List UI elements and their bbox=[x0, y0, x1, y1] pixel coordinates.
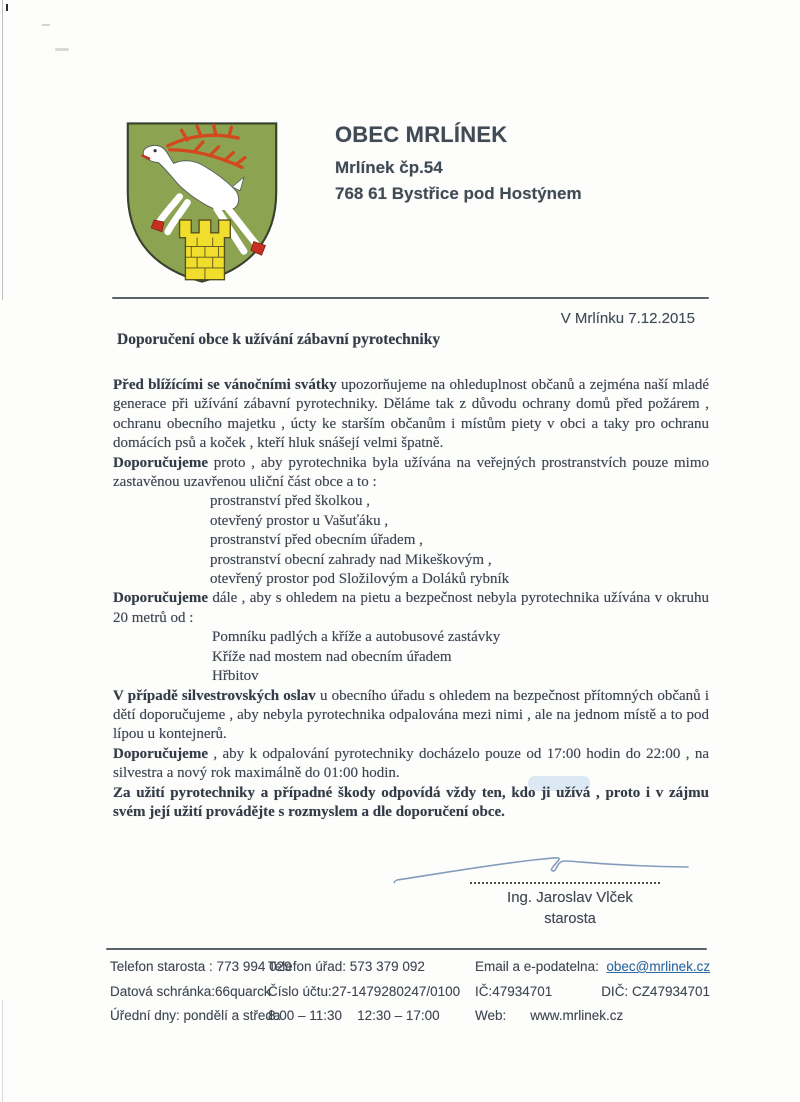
footer-web-row bbox=[475, 1004, 710, 1029]
letter-list-item: prostranství před školkou , bbox=[210, 493, 370, 510]
letter-list-item: prostranství obecní zahrady nad Mikeškovým , bbox=[210, 551, 492, 568]
date-place-line: V Mrlínku 7.12.2015 bbox=[560, 310, 695, 327]
coat-of-arms-icon bbox=[119, 115, 285, 289]
footer-email-row bbox=[475, 955, 710, 980]
footer-column-office bbox=[268, 955, 473, 1029]
scan-smudge-artifact bbox=[55, 48, 69, 51]
office-hours-am: 8:00 – 11:30 bbox=[268, 1008, 343, 1023]
vat-id: DIČ: CZ47934701 bbox=[601, 983, 710, 999]
letter-body bbox=[113, 376, 709, 822]
letter-list-item: otevřený prostor u Vašuťáku , bbox=[210, 512, 389, 529]
footer-phone-office: Telefon úřad: 573 379 092 bbox=[268, 959, 425, 974]
office-hours-pm: 12:30 – 17:00 bbox=[357, 1008, 440, 1023]
email-label: Email a e-podatelna: bbox=[475, 959, 599, 974]
letter-paragraph: Doporučujeme proto , aby pyrotechnika byla užívána na veřejných prostranstvích pouze mimo zastavěnou uzavřenou uliční část obce a to : bbox=[113, 454, 709, 491]
footer-databox: Datová schránka:66quarck bbox=[110, 983, 271, 999]
letter-paragraph: Před blížícími se vánočními svátky upozorňujeme na ohleduplnost občanů a zejména naší mladé generace při užívání zábavní pyrotechniky. Děláme tak z důvodu ochrany domů před požárem , ochranu obecního majetku , úcty ke starším občanům i místům piety v obci a taky pro ochranu domácích psů a koček , kteří hluk snášejí velmi špatně. bbox=[113, 377, 709, 452]
letter-list-item: Pomníku padlých a kříže a autobusové zastávky bbox=[212, 629, 501, 646]
letter-list-item: Kříže nad mostem nad obecním úřadem bbox=[212, 648, 452, 665]
signatory-title: starosta bbox=[544, 911, 596, 927]
company-id: IČ:47934701 bbox=[475, 983, 553, 999]
org-name: OBEC MRLÍNEK bbox=[335, 122, 508, 147]
web-url: www.mrlinek.cz bbox=[530, 1008, 624, 1023]
letter-list-item: prostranství před obecním úřadem , bbox=[210, 532, 423, 549]
letterhead bbox=[335, 122, 582, 207]
scan-smudge-artifact bbox=[42, 24, 50, 26]
footer-divider bbox=[106, 948, 707, 950]
footer-phone-mayor: Telefon starosta : 773 994 029 bbox=[110, 959, 292, 974]
footer-column-online bbox=[475, 955, 710, 1029]
org-address-line1: Mrlínek čp.54 bbox=[335, 158, 443, 177]
letter-paragraph: V případě silvestrovských oslav u obecního úřadu s ohledem na bezpečnost přítomných občanů i dětí doporučujeme , aby nebyla pyrotechnika odpalována mezi nimi , ale na jednom místě a to pod lípou u kontejnerů. bbox=[113, 687, 709, 743]
letter-list-item: Hřbitov bbox=[212, 668, 259, 685]
footer-bank-account: Číslo účtu:27-1479280247/0100 bbox=[268, 983, 461, 999]
scan-edge-artifact bbox=[2, 1000, 3, 1102]
footer-office-hours bbox=[268, 1004, 473, 1029]
web-label: Web: bbox=[475, 1008, 507, 1023]
footer-column-contacts bbox=[110, 955, 292, 1029]
scan-edge-artifact bbox=[2, 0, 3, 300]
scan-tick-artifact bbox=[6, 4, 8, 11]
letter-subject: Doporučení obce k užívání zábavní pyrotechniky bbox=[117, 331, 441, 348]
letter-paragraph: Doporučujeme dále , aby s ohledem na pietu a bezpečnost nebyla pyrotechnika užívána v okruhu 20 metrů od : bbox=[113, 590, 709, 626]
header-divider bbox=[112, 297, 709, 299]
signatory-name: Ing. Jaroslav Vlček bbox=[507, 889, 633, 906]
letter-paragraph: Doporučujeme , aby k odpalování pyrotechniky docházelo pouze od 17:00 hodin do 22:00 , na silvestra a nový rok maximálně do 01:00 hodin. bbox=[113, 745, 709, 782]
letter-paragraph: Za užití pyrotechniky a případné škody odpovídá vždy ten, kdo ji užívá , proto i v zájmu svém její užití provádějte s rozmyslem a dle doporučení obce. bbox=[113, 784, 709, 820]
letter-list-item: otevřený prostor pod Složilovým a Doláků rybník bbox=[210, 571, 510, 588]
footer-ic-dic-row bbox=[475, 980, 710, 1005]
org-address-line2: 768 61 Bystřice pod Hostýnem bbox=[335, 184, 582, 203]
footer-office-days: Úřední dny: pondělí a středa bbox=[110, 1008, 281, 1023]
email-link[interactable]: obec@mrlinek.cz bbox=[606, 959, 711, 974]
castle-tower-shape bbox=[180, 220, 231, 280]
signature-dotted-line bbox=[470, 872, 660, 884]
